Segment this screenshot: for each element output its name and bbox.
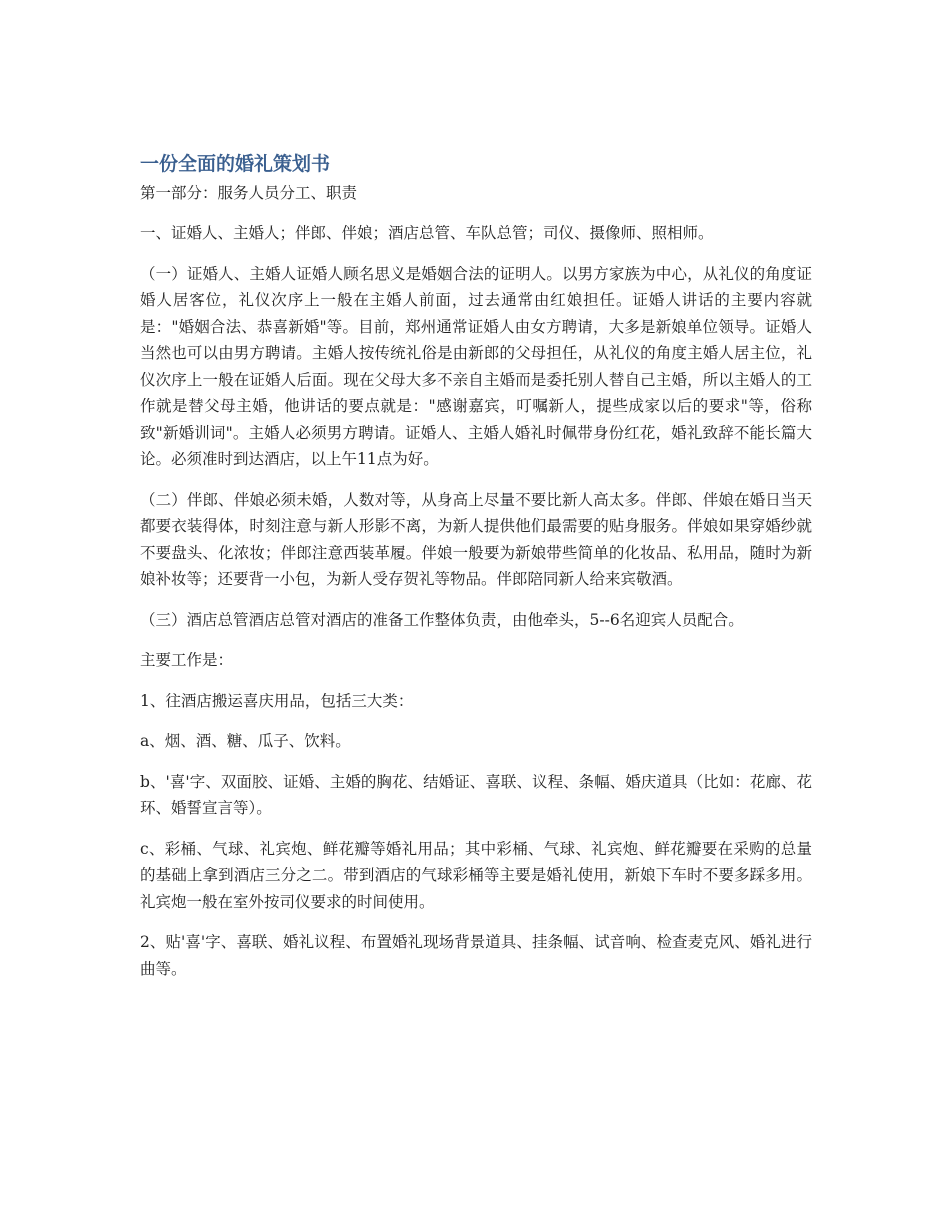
list-item-2: 2、贴'喜'字、喜联、婚礼议程、布置婚礼现场背景道具、挂条幅、试音响、检查麦克风、婚礼进行曲等。: [140, 933, 812, 978]
paragraph-witness-host: （一）证婚人、主婚人证婚人顾名思义是婚姻合法的证明人。以男方家族为中心，从礼仪的角度证婚人居客位，礼仪次序上一般在主婚人前面，过去通常由红娘担任。证婚人讲话的主要内容就是："婚姻合法、恭喜新婚"等。目前，郑州通常证婚人由女方聘请，大多是新娘单位领导。证婚人当然也可以由男方聘请。主婚人按传统礼俗是由新郎的父母担任，从礼仪的角度主婚人居主位，礼仪次序上一般在证婚人后面。现在父母大多不亲自主婚而是委托别人替自己主婚，所以主婚人的工作就是替父母主婚，他讲话的要点就是："感谢嘉宾，叮嘱新人，提些成家以后的要求"等，俗称致"新婚训词"。主婚人必须男方聘请。证婚人、主婚人婚礼时佩带身份红花，婚礼致辞不能长篇大论。必须准时到达酒店，以上午11点为好。: [140, 264, 812, 468]
paragraph-roles-list: 一、证婚人、主婚人；伴郎、伴娘；酒店总管、车队总管；司仪、摄像师、照相师。: [140, 224, 714, 242]
document-title: 一份全面的婚礼策划书: [140, 153, 331, 175]
list-item-1: 1、往酒店搬运喜庆用品，包括三大类：: [140, 691, 414, 710]
paragraph-main-tasks: 主要工作是：: [140, 651, 234, 669]
list-item-c: c、彩桶、气球、礼宾炮、鲜花瓣等婚礼用品；其中彩桶、气球、礼宾炮、鲜花瓣要在采购的总量的基础上拿到酒店三分之二。带到酒店的气球彩桶等主要是婚礼使用，新娘下车时不要多踩多用。礼宾炮一般在室外按司仪要求的时间使用。: [140, 839, 812, 911]
list-item-b: b、'喜'字、双面胶、证婚、主婚的胸花、结婚证、喜联、议程、条幅、婚庆道具（比如：花廊、花环、婚誓宣言等）。: [140, 772, 812, 817]
document-page: [140, 150, 812, 996]
part-heading: 第一部分：服务人员分工、职责: [140, 184, 358, 202]
list-item-a: a、烟、酒、糖、瓜子、饮料。: [140, 732, 351, 750]
paragraph-hotel-manager: （三）酒店总管酒店总管对酒店的准备工作整体负责，由他牵头，5--6名迎宾人员配合。: [140, 610, 744, 629]
paragraph-best-man-bridesmaid: （二）伴郎、伴娘必须未婚，人数对等，从身高上尽量不要比新人高太多。伴郎、伴娘在婚日当天都要衣装得体，时刻注意与新人形影不离，为新人提供他们最需要的贴身服务。伴娘如果穿婚纱就不要盘头、化浓妆；伴郎注意西装革履。伴娘一般要为新娘带些简单的化妆品、私用品，随时为新娘补妆等；还要背一小包，为新人受存贺礼等物品。伴郎陪同新人给来宾敬酒。: [140, 490, 812, 588]
